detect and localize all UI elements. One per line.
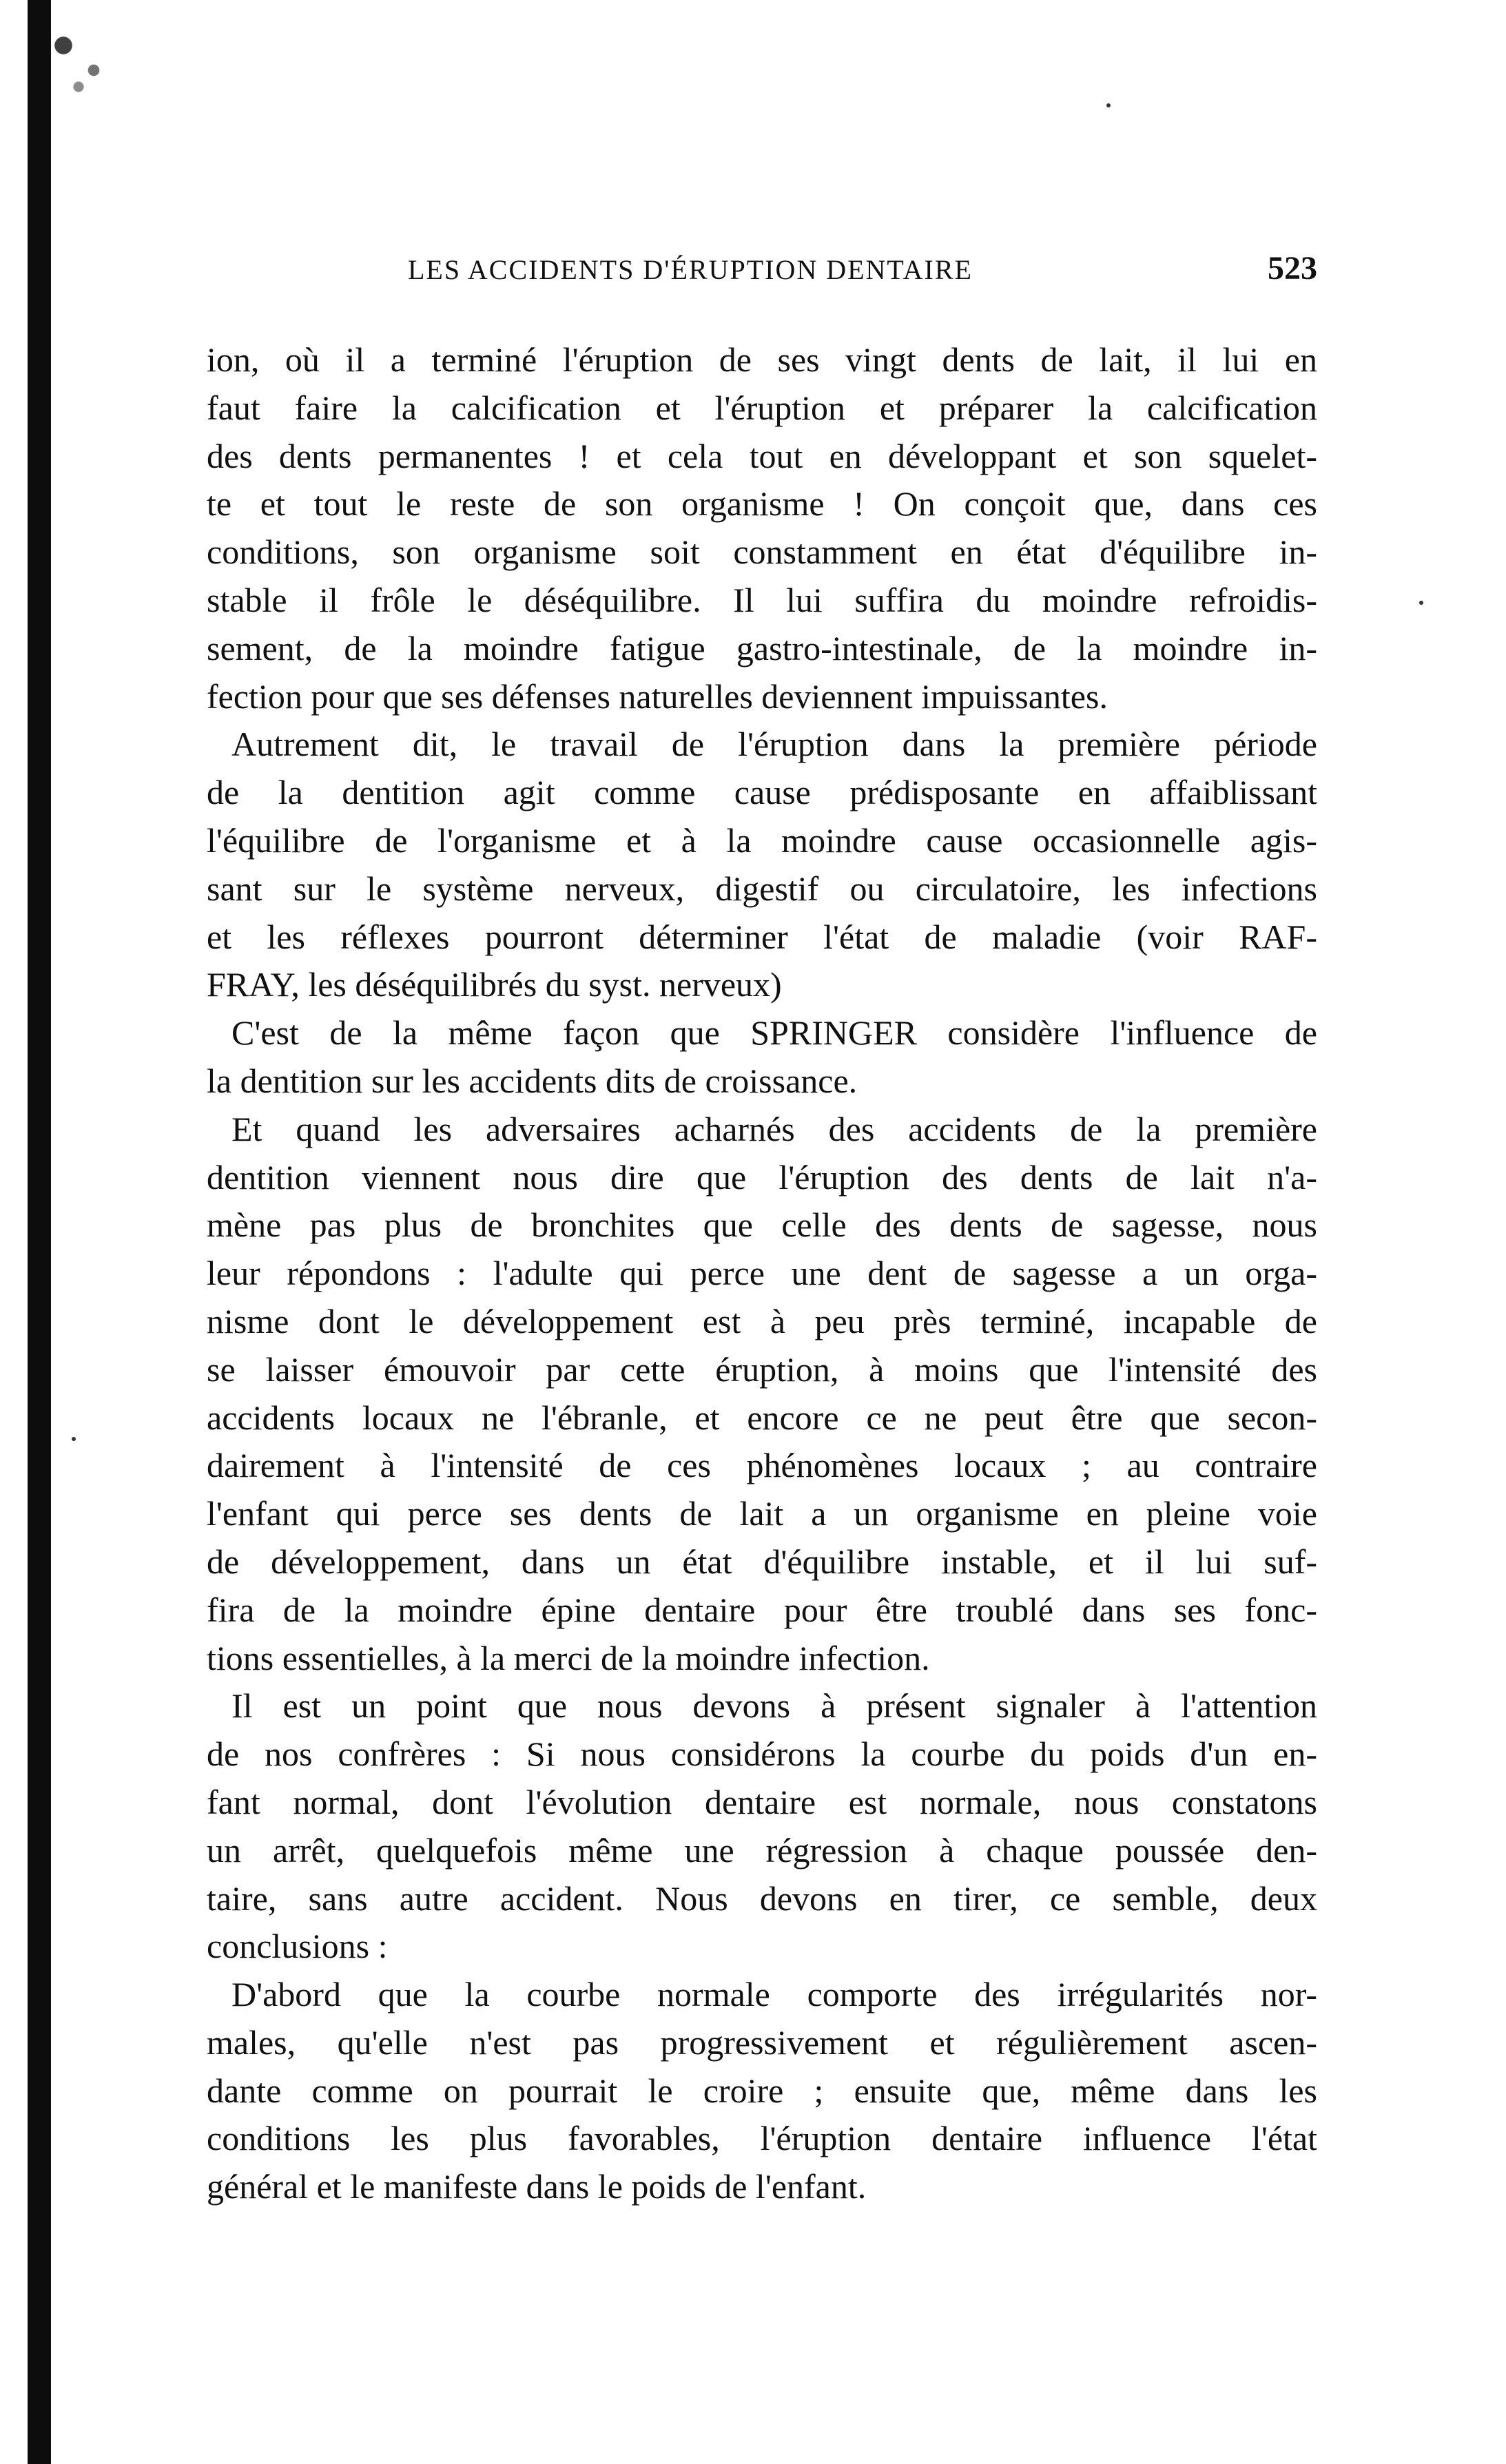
page-binding-edge xyxy=(28,0,51,2464)
scan-speck xyxy=(1419,601,1423,605)
text-line: sement, de la moindre fatigue gastro-intestinale, de la moindre in- xyxy=(207,628,1317,667)
text-line: de développement, dans un état d'équilibre instable, et il lui suf- xyxy=(207,1542,1317,1581)
text-line: males, qu'elle n'est pas progressivement et régulièrement ascen- xyxy=(207,2022,1317,2062)
text-line: l'équilibre de l'organisme et à la moindre cause occasionnelle agis- xyxy=(207,820,1317,860)
text-line: l'enfant qui perce ses dents de lait a un organisme en pleine voie xyxy=(207,1494,1317,1533)
running-head: LES ACCIDENTS D'ÉRUPTION DENTAIRE xyxy=(408,254,973,285)
text-line: fira de la moindre épine dentaire pour être troublé dans ses fonc- xyxy=(207,1590,1317,1629)
text-line: un arrêt, quelquefois même une régression à chaque poussée den- xyxy=(207,1830,1317,1870)
text-line: la dentition sur les accidents dits de croissance. xyxy=(207,1061,858,1100)
text-line: fant normal, dont l'évolution dentaire est normale, nous constatons xyxy=(207,1782,1317,1821)
scan-speck xyxy=(72,1437,76,1441)
text-line: général et le manifeste dans le poids de l'enfant. xyxy=(207,2167,867,2206)
text-line: te et tout le reste de son organisme ! On conçoit que, dans ces xyxy=(207,484,1317,524)
text-line: de nos confrères : Si nous considérons la courbe du poids d'un en- xyxy=(207,1735,1317,1774)
text-line: dentition viennent nous dire que l'éruption des dents de lait n'a- xyxy=(207,1157,1317,1197)
text-line: accidents locaux ne l'ébranle, et encore ce ne peut être que secon- xyxy=(207,1398,1317,1437)
text-line: se laisser émouvoir par cette éruption, à moins que l'intensité des xyxy=(207,1349,1317,1389)
page-header xyxy=(408,250,1317,295)
text-line: sant sur le système nerveux, digestif ou circulatoire, les infections xyxy=(207,869,1317,908)
text-line: de la dentition agit comme cause prédisposante en affaiblissant xyxy=(207,773,1317,812)
text-line: conclusions : xyxy=(207,1927,388,1966)
body-text xyxy=(207,336,1317,2211)
text-line: leur répondons : l'adulte qui perce une dent de sagesse a un orga- xyxy=(207,1254,1317,1293)
text-line: conditions, son organisme soit constamment en état d'équilibre in- xyxy=(207,532,1317,572)
text-line: des dents permanentes ! et cela tout en développant et son squelet- xyxy=(207,436,1317,475)
text-line: faut faire la calcification et l'éruption et préparer la calcification xyxy=(207,388,1317,427)
page-number: 523 xyxy=(1268,250,1317,287)
text-line: mène pas plus de bronchites que celle des dents de sagesse, nous xyxy=(207,1205,1317,1245)
text-line: tions essentielles, à la merci de la moindre infection. xyxy=(207,1638,930,1677)
text-line: conditions les plus favorables, l'éruption dentaire influence l'état xyxy=(207,2119,1317,2158)
text-line: nisme dont le développement est à peu près terminé, incapable de xyxy=(207,1301,1317,1340)
text-line: Autrement dit, le travail de l'éruption dans la première période xyxy=(231,725,1317,764)
scan-speck xyxy=(1106,103,1111,107)
text-line: stable il frôle le déséquilibre. Il lui suffira du moindre refroidis- xyxy=(207,580,1317,619)
text-line: et les réflexes pourront déterminer l'état de maladie (voir RAF- xyxy=(207,917,1317,956)
text-line: fection pour que ses défenses naturelles deviennent impuissantes. xyxy=(207,676,1108,716)
text-line: dairement à l'intensité de ces phénomènes locaux ; au contraire xyxy=(207,1446,1317,1485)
text-line: D'abord que la courbe normale comporte des irrégularités nor- xyxy=(231,1975,1317,2014)
text-line: ion, où il a terminé l'éruption de ses vingt dents de lait, il lui en xyxy=(207,340,1317,379)
text-line: C'est de la même façon que SPRINGER considère l'influence de xyxy=(231,1013,1317,1053)
text-line: taire, sans autre accident. Nous devons en tirer, ce semble, deux xyxy=(207,1878,1317,1918)
text-line: FRAY, les déséquilibrés du syst. nerveux) xyxy=(207,965,782,1004)
text-line: Il est un point que nous devons à présent signaler à l'attention xyxy=(231,1686,1317,1726)
text-line: dante comme on pourrait le croire ; ensuite que, même dans les xyxy=(207,2071,1317,2110)
text-line: Et quand les adversaires acharnés des accidents de la première xyxy=(231,1109,1317,1148)
